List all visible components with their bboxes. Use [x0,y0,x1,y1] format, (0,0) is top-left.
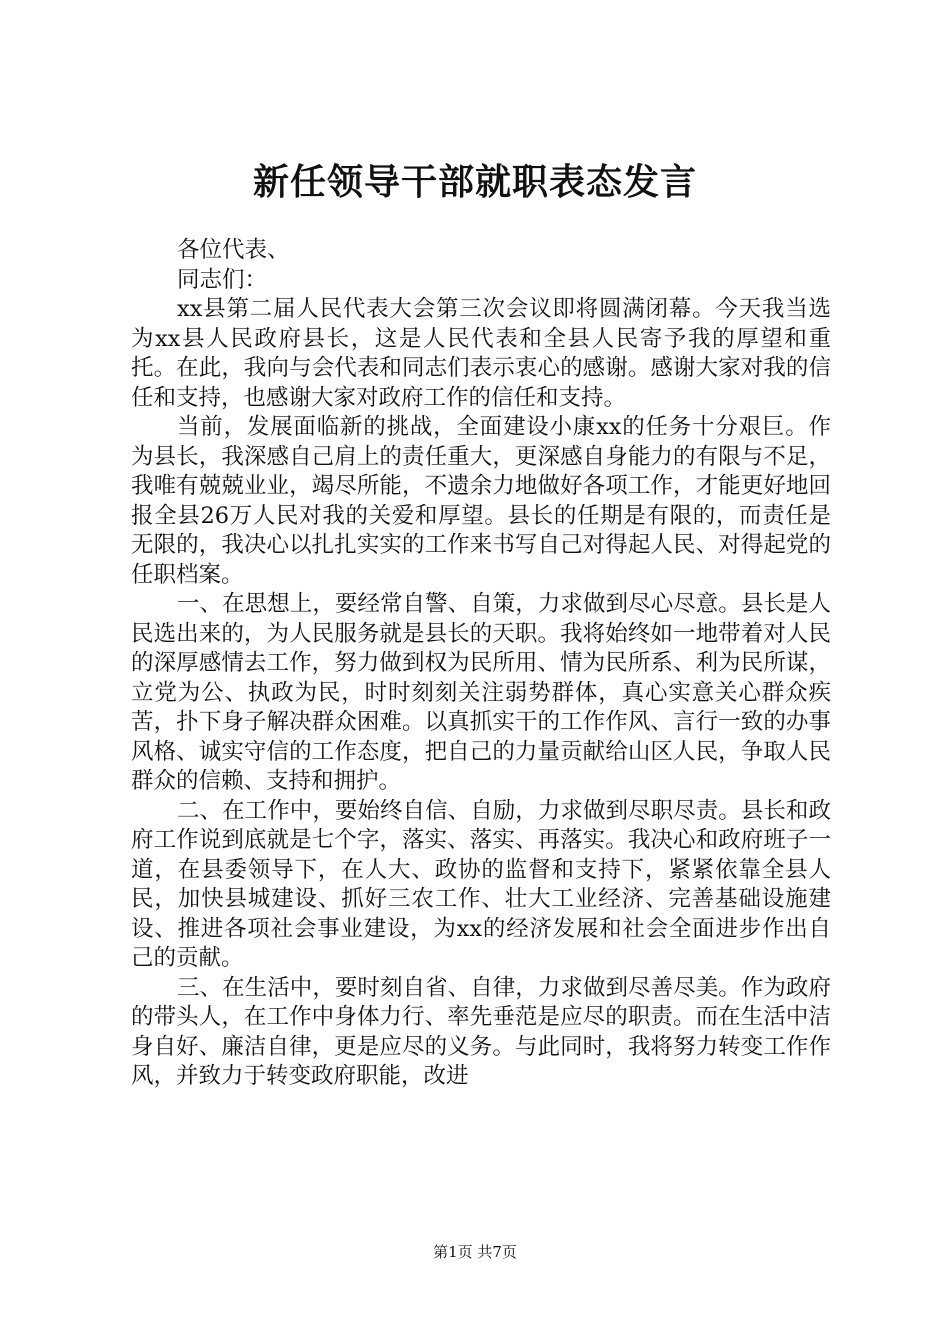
body-paragraph: 当前，发展面临新的挑战，全面建设小康xx的任务十分艰巨。作为县长，我深感自己肩上的责任重大，更深感自身能力的有限与不足，我唯有兢兢业业，竭尽所能，不遗余力地做好各项工作，才能更好地回报全县26万人民对我的关爱和厚望。县长的任期是有限的，而责任是无限的，我决心以扎扎实实的工作来书写自己对得起人民、对得起党的任职档案。 [131,414,831,588]
salutation-line: 各位代表、 [177,237,290,263]
body-paragraph: xx县第二届人民代表大会第三次会议即将圆满闭幕。今天我当选为xx县人民政府县长，这是人民代表和全县人民寄予我的厚望和重托。在此，我向与会代表和同志们表示衷心的感谢。感谢大家对我的信任和支持，也感谢大家对政府工作的信任和支持。 [131,296,831,411]
salutation-line: 同志们： [177,266,268,293]
document-body [131,236,831,1092]
body-paragraph: 三、在生活中，要时刻自省、自律，力求做到尽善尽美。作为政府的带头人，在工作中身体力行、率先垂范是应尽的职责。而在生活中洁身自好、廉洁自律，更是应尽的义务。与此同时，我将努力转变工作作风，并致力于转变政府职能，改进 [131,974,831,1089]
body-paragraph: 二、在工作中，要始终自信、自励，力求做到尽职尽责。县长和政府工作说到底就是七个字，落实、落实、再落实。我决心和政府班子一道，在县委领导下，在人大、政协的监督和支持下，紧紧依靠全县人民，加快县城建设、抓好三农工作、壮大工业经济、完善基础设施建设、推进各项社会事业建设，为xx的经济发展和社会全面进步作出自己的贡献。 [131,797,831,971]
page-footer: 第1页 共7页 [433,1243,517,1261]
body-paragraph: 一、在思想上，要经常自警、自策，力求做到尽心尽意。县长是人民选出来的，为人民服务就是县长的天职。我将始终如一地带着对人民的深厚感情去工作，努力做到权为民所用、情为民所系、利为民所谋，立党为公、执政为民，时时刻刻关注弱势群体，真心实意关心群众疾苦，扑下身子解决群众困难。以真抓实干的工作作风、言行一致的办事风格、诚实守信的工作态度，把自己的力量贡献给山区人民，争取人民群众的信赖、支持和拥护。 [131,591,831,794]
document-title: 新任领导干部就职表态发言 [252,161,697,203]
